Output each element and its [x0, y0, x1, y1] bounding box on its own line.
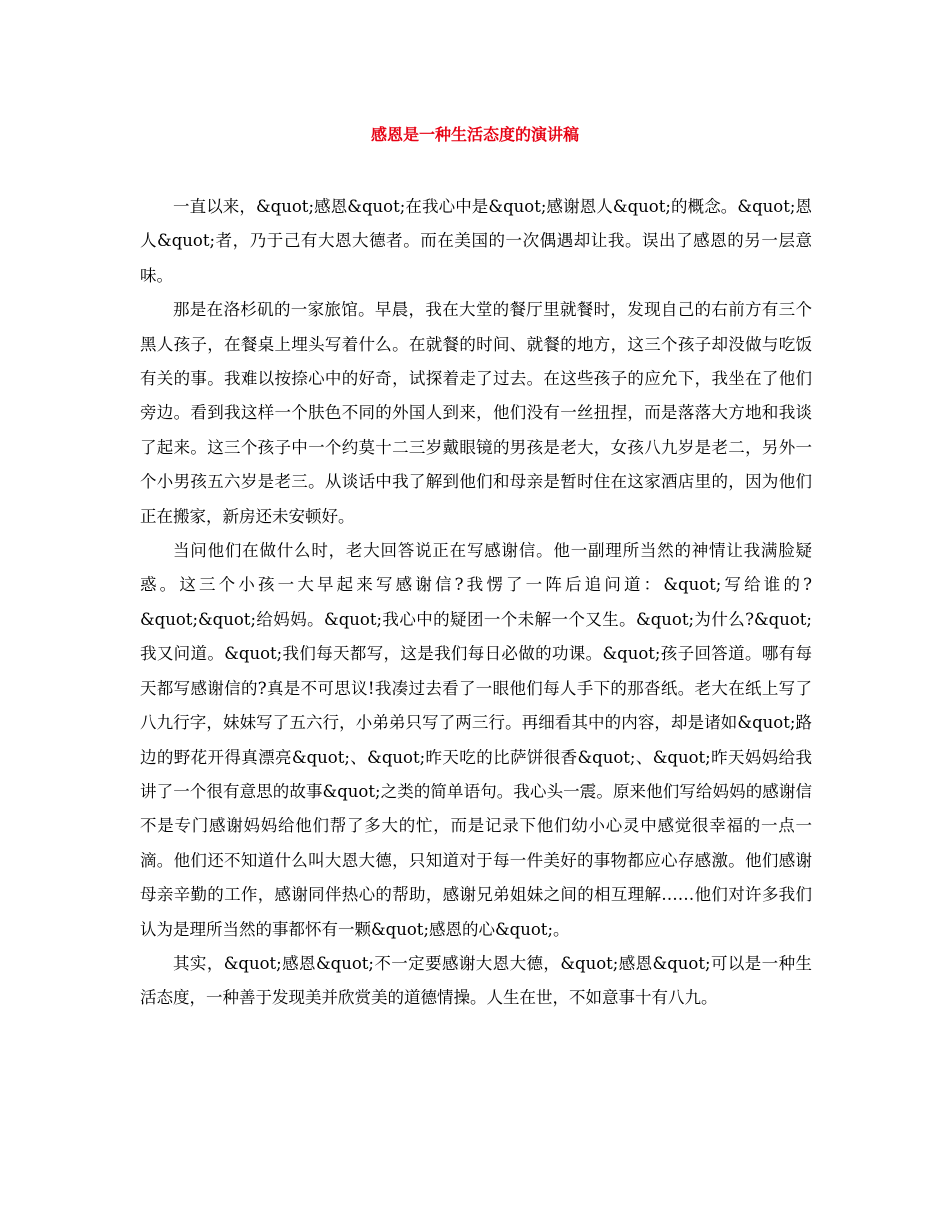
paragraph-4: 其实，&quot;感恩&quot;不一定要感谢大恩大德，&quot;感恩&quot;可以是一种生活态度，一种善于发现美并欣赏美的道德情操。人生在世，不如意事十有八九。: [140, 953, 812, 1008]
paragraph-2: 那是在洛杉矶的一家旅馆。早晨，我在大堂的餐厅里就餐时，发现自己的右前方有三个黑人孩子，在餐桌上埋头写着什么。在就餐的时间、就餐的地方，这三个孩子却没做与吃饭有关的事。我难以按捺心中的好奇，试探着走了过去。在这些孩子的应允下，我坐在了他们旁边。看到我这样一个肤色不同的外国人到来，他们没有一丝扭捏，而是落落大方地和我谈了起来。这三个孩子中一个约莫十二三岁戴眼镜的男孩是老大，女孩八九岁是老二，另外一个小男孩五六岁是老三。从谈话中我了解到他们和母亲是暂时住在这家酒店里的，因为他们正在搬家，新房还未安顿好。: [140, 300, 812, 526]
document-title: 感恩是一种生活态度的演讲稿: [370, 125, 579, 144]
paragraph-3: 当问他们在做什么时，老大回答说正在写感谢信。他一副理所当然的神情让我满脸疑惑。这三个小孩一大早起来写感谢信?我愣了一阵后追问道：&quot;写给谁的?&quot;&quot;给妈妈。&quot;我心中的疑团一个未解一个又生。&quot;为什么?&quot;我又问道。&quot;我们每天都写，这是我们每日必做的功课。&quot;孩子回答道。哪有每天都写感谢信的?真是不可思议!我凑过去看了一眼他们每人手下的那沓纸。老大在纸上写了八九行字，妹妹写了五六行，小弟弟只写了两三行。再细看其中的内容，却是诸如&quot;路边的野花开得真漂亮&quot;、&quot;昨天吃的比萨饼很香&quot;、&quot;昨天妈妈给我讲了一个很有意思的故事&quot;之类的简单语句。我心头一震。原来他们写给妈妈的感谢信不是专门感谢妈妈给他们帮了多大的忙，而是记录下他们幼小心灵中感觉很幸福的一点一滴。他们还不知道什么叫大恩大德，只知道对于每一件美好的事物都应心存感激。他们感谢母亲辛勤的工作，感谢同伴热心的帮助，感谢兄弟姐妹之间的相互理解……他们对许多我们认为是理所当然的事都怀有一颗&quot;感恩的心&quot;。: [140, 541, 812, 939]
paragraph-1: 一直以来，&quot;感恩&quot;在我心中是&quot;感谢恩人&quot;的概念。&quot;恩人&quot;者，乃于己有大恩大德者。而在美国的一次偶遇却让我。误出了感恩的另一层意味。: [140, 197, 812, 285]
document-body: [140, 190, 812, 1016]
